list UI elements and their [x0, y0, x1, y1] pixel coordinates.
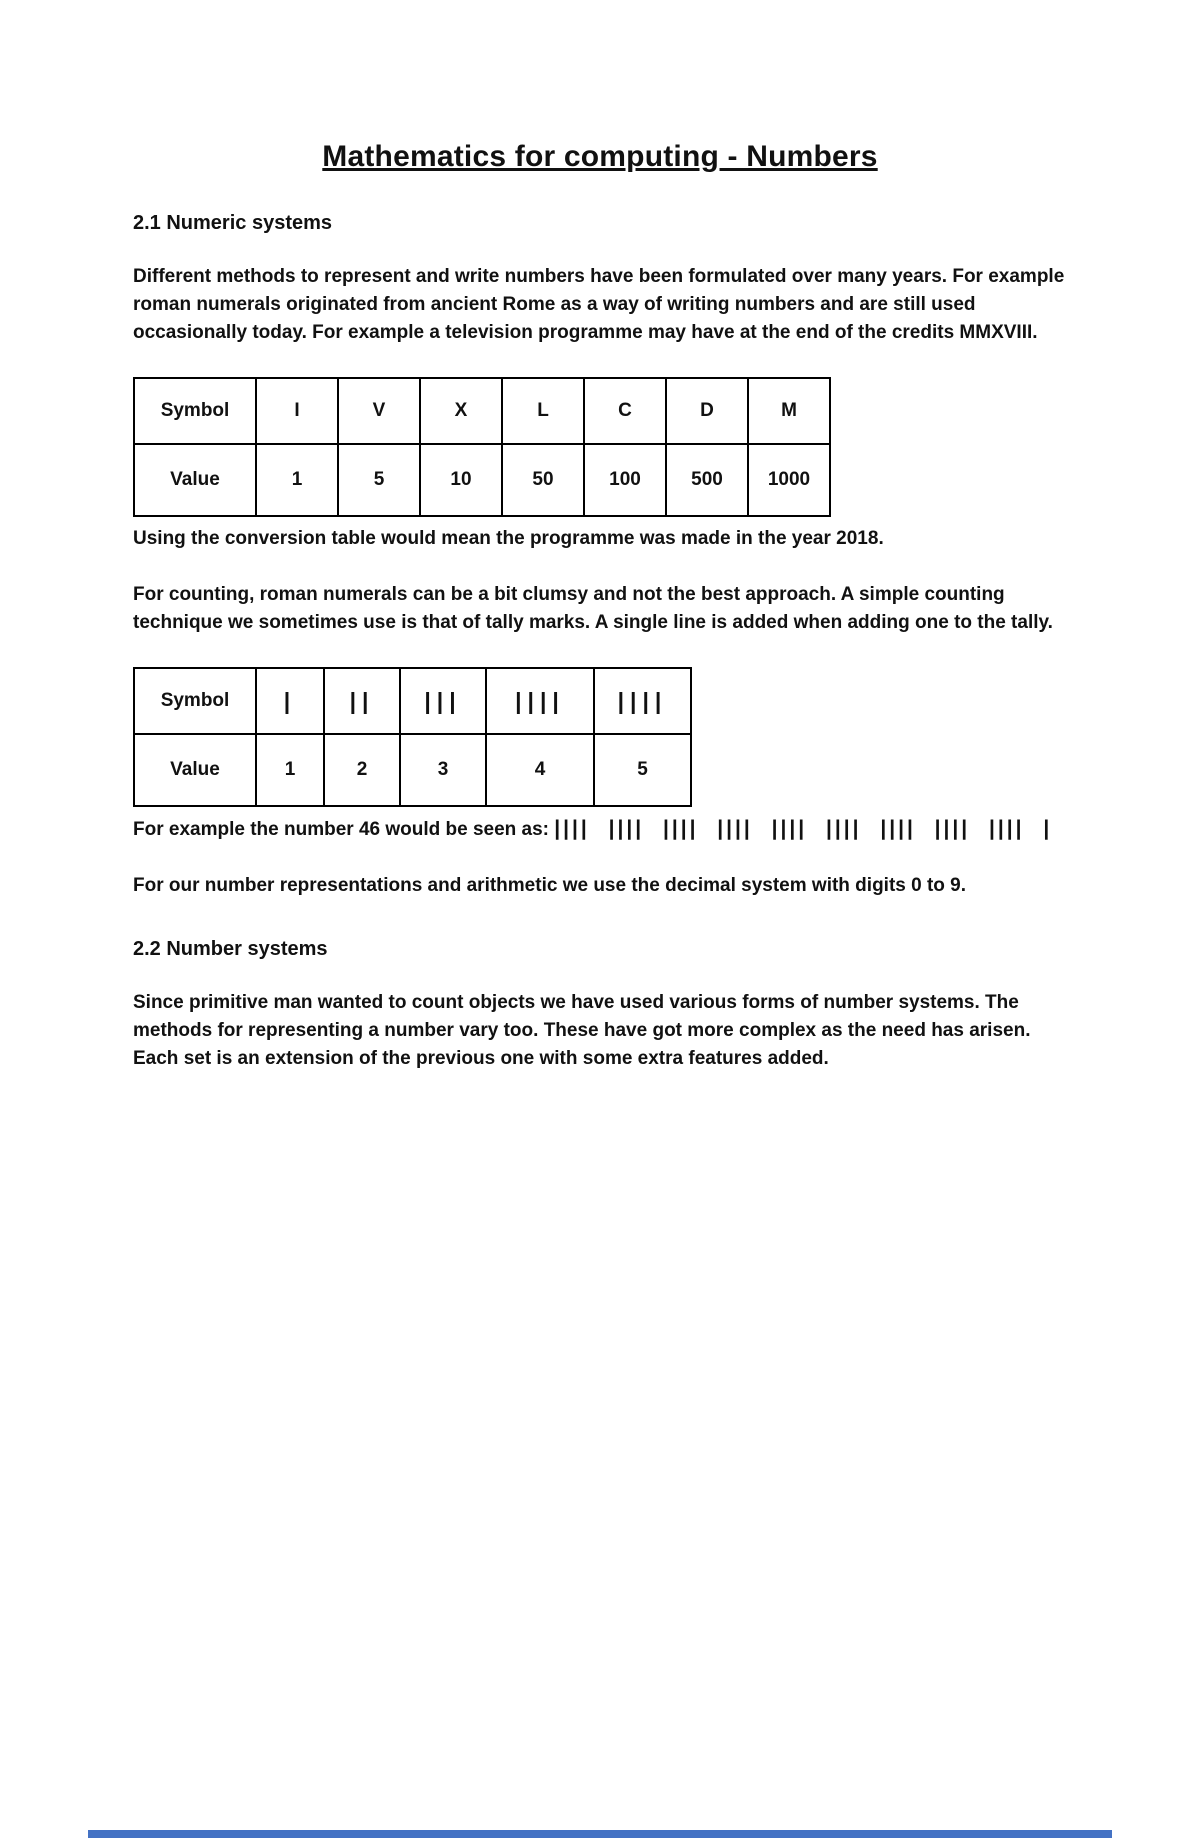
paragraph-conversion-table: Using the conversion table would mean the programme was made in the year 2018.	[133, 528, 884, 549]
page-title: Mathematics for computing - Numbers	[322, 140, 878, 173]
table-cell: M	[748, 378, 830, 444]
tally-marks-46: |||| |||| |||| |||| |||| |||| |||| |||| |||| |	[554, 817, 1053, 840]
table-cell: 4	[486, 734, 594, 806]
table-header-value: Value	[134, 734, 256, 806]
table-cell: 5	[594, 734, 691, 806]
table-cell: V	[338, 378, 420, 444]
paragraph-numeric-systems-intro: Different methods to represent and write numbers have been formulated over many years. For example roman numerals originated from ancient Rome as a way of writing numbers and are still used occasionally today. For example a television programme may have at the end of the credits MMXVIII.	[133, 266, 1065, 343]
table-cell: 1	[256, 734, 324, 806]
paragraph-tally-intro: For counting, roman numerals can be a bit clumsy and not the best approach. A simple counting technique we sometimes use is that of tally marks. A single line is added when adding one to the tally.	[133, 584, 1053, 633]
table-cell: 3	[400, 734, 486, 806]
table-cell: I	[256, 378, 338, 444]
paragraph-decimal-system: For our number representations and arithmetic we use the decimal system with digits 0 to 9.	[133, 875, 967, 896]
table-cell: 1000	[748, 444, 830, 516]
page-footer-divider	[88, 1830, 1112, 1838]
table-cell: L	[502, 378, 584, 444]
table-header-value: Value	[134, 444, 256, 516]
table-header-symbol: Symbol	[134, 668, 256, 734]
table-header-symbol: Symbol	[134, 378, 256, 444]
table-row	[134, 378, 830, 444]
tally-example-text: For example the number 46 would be seen as:	[133, 819, 555, 840]
table-cell: X	[420, 378, 502, 444]
tally-marks-table	[133, 667, 692, 807]
table-cell-tally: ||||	[594, 668, 691, 734]
section-heading-2-1: 2.1 Numeric systems	[133, 212, 333, 234]
table-row	[134, 668, 691, 734]
table-cell-tally: ||||	[486, 668, 594, 734]
document-page	[0, 140, 1200, 1838]
table-cell: 50	[502, 444, 584, 516]
table-cell-tally: |||	[400, 668, 486, 734]
section-heading-2-2: 2.2 Number systems	[133, 938, 328, 960]
table-cell: 10	[420, 444, 502, 516]
table-cell-tally: |	[256, 668, 324, 734]
table-cell: D	[666, 378, 748, 444]
table-row	[134, 444, 830, 516]
paragraph-number-systems: Since primitive man wanted to count objects we have used various forms of number systems. The methods for representing a number vary too. These have got more complex as the need has arisen. Each set is an extension of the previous one with some extra features added.	[133, 992, 1031, 1069]
table-cell: 1	[256, 444, 338, 516]
roman-numerals-table	[133, 377, 831, 517]
table-cell: C	[584, 378, 666, 444]
table-cell: 5	[338, 444, 420, 516]
paragraph-tally-example	[133, 815, 1067, 844]
table-cell: 2	[324, 734, 400, 806]
table-cell: 500	[666, 444, 748, 516]
table-row	[134, 734, 691, 806]
table-cell: 100	[584, 444, 666, 516]
table-cell-tally: ||	[324, 668, 400, 734]
